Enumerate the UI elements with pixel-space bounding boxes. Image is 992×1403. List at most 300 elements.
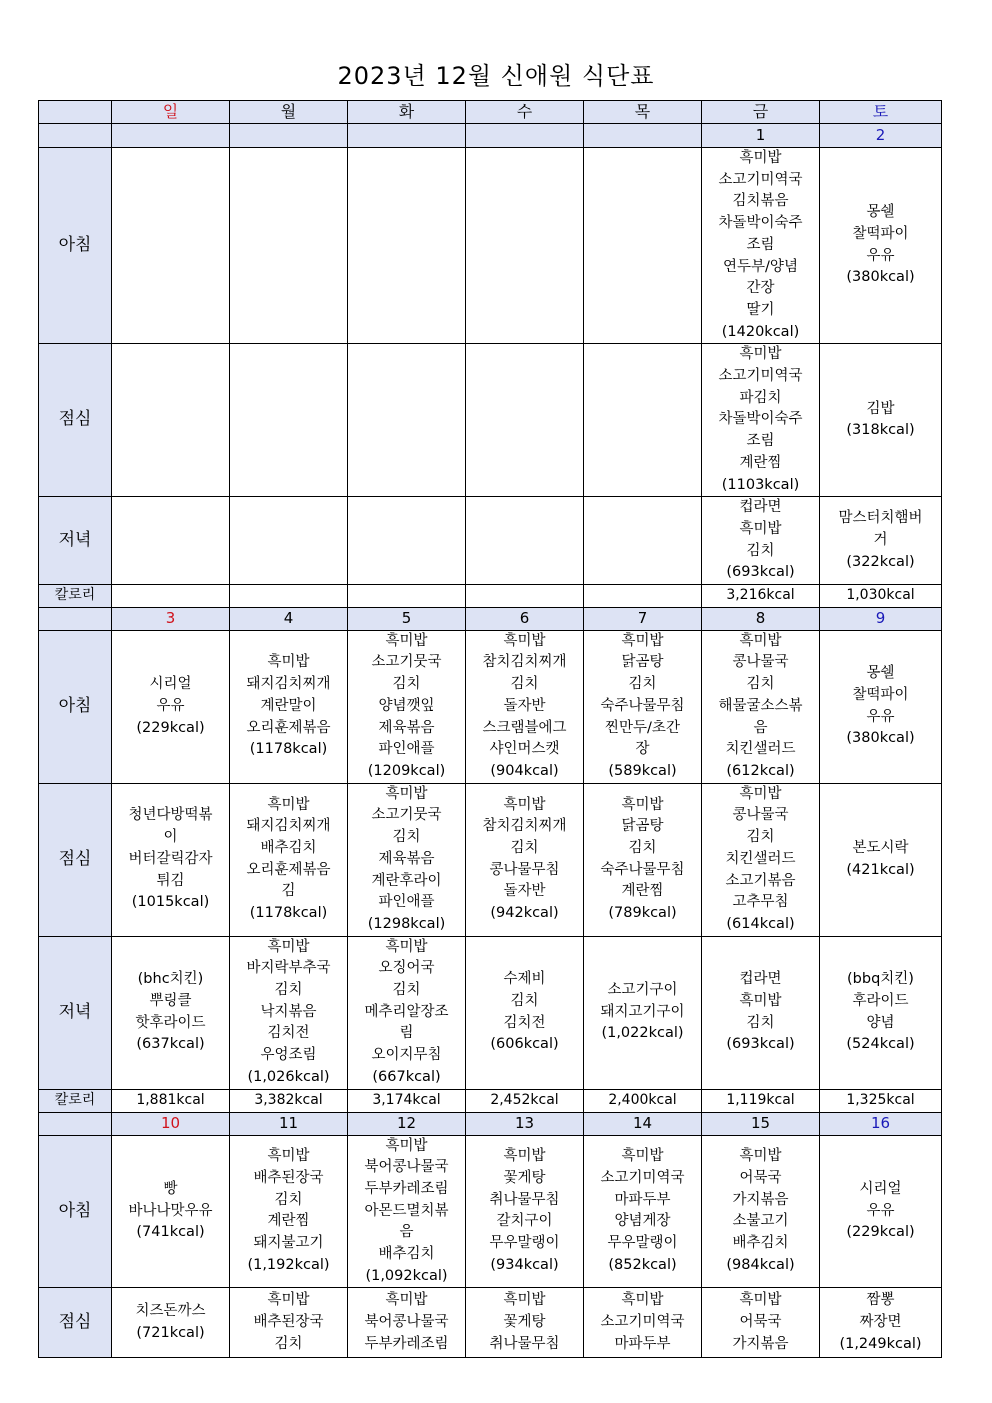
menu-items	[820, 202, 941, 289]
menu-item: (322kcal)	[846, 553, 915, 570]
lunch-cell	[466, 344, 584, 497]
menu-item: 핫후라이드	[135, 1014, 206, 1031]
date-cell: 8	[702, 607, 820, 630]
breakfast-cell	[112, 1135, 230, 1288]
menu-item: (bhc치킨)	[137, 971, 204, 988]
lunch-cell	[702, 783, 820, 936]
menu-item: 김치	[746, 542, 775, 559]
menu-item: 치킨샐러드	[725, 741, 796, 758]
menu-item: (1,022kcal)	[601, 1025, 684, 1042]
menu-item: 돼지김치찌개	[246, 818, 331, 835]
date-cell: 9	[820, 607, 942, 630]
menu-item: 음	[399, 1224, 414, 1241]
calorie-total	[112, 585, 230, 608]
menu-item: 치즈돈까스	[135, 1303, 206, 1320]
breakfast-row	[39, 630, 942, 783]
breakfast-cell	[820, 1135, 942, 1288]
menu-item: 파김치	[739, 389, 782, 406]
menu-items	[230, 1290, 347, 1355]
menu-item: 청년다방떡볶	[128, 807, 213, 824]
menu-item: (942kcal)	[490, 905, 559, 922]
breakfast-cell	[702, 630, 820, 783]
menu-item: 배추김치	[260, 839, 317, 856]
dinner-cell	[230, 936, 348, 1089]
date-row	[39, 1112, 942, 1135]
menu-item: 오리훈제볶음	[246, 861, 331, 878]
lunch-cell	[112, 344, 230, 497]
menu-item: 돌자반	[503, 697, 546, 714]
menu-item: 김치	[746, 676, 775, 693]
lunch-cell	[820, 783, 942, 936]
menu-item: 마파두부	[614, 1191, 671, 1208]
calories-label: 칼로리	[39, 585, 112, 608]
menu-item: 콩나물국	[732, 654, 789, 671]
menu-item: 맘스터치햄버	[838, 510, 923, 527]
menu-item: (637kcal)	[136, 1036, 205, 1053]
menu-item: 흑미밥	[267, 796, 310, 813]
menu-items	[820, 399, 941, 442]
menu-item: 김치	[392, 982, 421, 999]
menu-items	[230, 937, 347, 1089]
menu-item: 양념게장	[614, 1213, 671, 1230]
menu-item: 튀김	[156, 872, 185, 889]
menu-item: (1178kcal)	[249, 741, 328, 758]
lunch-cell	[584, 344, 702, 497]
menu-item: 소불고기	[732, 1213, 789, 1230]
dinner-cell	[702, 936, 820, 1089]
menu-item: (614kcal)	[726, 915, 795, 932]
menu-item: 찰떡파이	[852, 225, 909, 242]
menu-items	[348, 631, 465, 783]
lunch-cell	[112, 1288, 230, 1358]
calorie-total	[230, 585, 348, 608]
menu-item: 취나물무침	[489, 1191, 560, 1208]
menu-items	[230, 795, 347, 925]
menu-items	[348, 1290, 465, 1355]
breakfast-cell	[348, 1135, 466, 1288]
menu-item: 콩나물국	[732, 807, 789, 824]
menu-items	[230, 1146, 347, 1276]
menu-item: 김치	[510, 992, 539, 1009]
lunch-row	[39, 344, 942, 497]
menu-item: (1015kcal)	[131, 894, 210, 911]
menu-item: 김치	[274, 1335, 303, 1352]
menu-item: 돼지고기구이	[600, 1003, 685, 1020]
menu-items	[820, 1179, 941, 1244]
dinner-label: 저녁	[39, 497, 112, 585]
menu-items	[820, 663, 941, 750]
calorie-total: 1,119kcal	[702, 1089, 820, 1112]
menu-items	[466, 1146, 583, 1276]
menu-item: (1178kcal)	[249, 905, 328, 922]
date-row	[39, 124, 942, 148]
menu-items	[112, 1301, 229, 1344]
day-header-row	[39, 101, 942, 124]
menu-items	[702, 969, 819, 1056]
breakfast-cell	[820, 630, 942, 783]
menu-items	[584, 795, 701, 925]
menu-item: 짬뽕	[866, 1292, 895, 1309]
menu-item: 흑미밥	[621, 632, 664, 649]
breakfast-label: 아침	[39, 1135, 112, 1288]
menu-item: (229kcal)	[136, 719, 205, 736]
menu-item: 돼지불고기	[253, 1235, 324, 1252]
menu-item: 김치	[628, 676, 657, 693]
menu-item: 고추무침	[732, 894, 789, 911]
menu-item: 조림	[746, 236, 775, 253]
menu-items	[112, 1179, 229, 1244]
menu-item: 김치	[392, 829, 421, 846]
menu-item: (bbq치킨)	[847, 971, 914, 988]
menu-item: (380kcal)	[846, 269, 915, 286]
menu-item: 차돌박이숙주	[718, 215, 803, 232]
menu-item: 연두부/양념	[723, 258, 798, 275]
menu-items	[702, 1290, 819, 1355]
lunch-cell	[466, 1288, 584, 1358]
breakfast-cell	[230, 148, 348, 344]
menu-item: 김치볶음	[732, 193, 789, 210]
date-cell: 4	[230, 607, 348, 630]
date-cell	[230, 124, 348, 148]
menu-item: 컵라면	[739, 499, 782, 516]
menu-item: 제육볶음	[378, 719, 435, 736]
dinner-row	[39, 936, 942, 1089]
menu-item: (606kcal)	[490, 1036, 559, 1053]
date-cell: 11	[230, 1112, 348, 1135]
menu-item: (1103kcal)	[721, 476, 800, 493]
menu-item: (741kcal)	[136, 1224, 205, 1241]
menu-item: 버터갈릭감자	[128, 850, 213, 867]
menu-item: 김치전	[267, 1025, 310, 1042]
lunch-cell	[702, 1288, 820, 1358]
date-cell: 13	[466, 1112, 584, 1135]
menu-item: 흑미밥	[503, 632, 546, 649]
dinner-cell	[702, 497, 820, 585]
menu-item: 흑미밥	[739, 1292, 782, 1309]
menu-item: (1,192kcal)	[247, 1256, 330, 1273]
day-header: 수	[466, 101, 584, 124]
menu-item: 오징어국	[378, 960, 435, 977]
menu-item: 스크램블에그	[482, 719, 567, 736]
menu-item: 배추김치	[378, 1246, 435, 1263]
date-cell: 15	[702, 1112, 820, 1135]
menu-items	[584, 1290, 701, 1355]
menu-item: 차돌박이숙주	[718, 411, 803, 428]
menu-item: 바나나맛우유	[128, 1202, 213, 1219]
breakfast-cell	[466, 1135, 584, 1288]
menu-item: 무우말랭이	[607, 1235, 678, 1252]
menu-items	[820, 1290, 941, 1355]
menu-item: 닭곰탕	[621, 818, 664, 835]
date-cell: 16	[820, 1112, 942, 1135]
menu-item: 배추된장국	[253, 1170, 324, 1187]
lunch-cell	[230, 783, 348, 936]
menu-item: 흑미밥	[739, 785, 782, 802]
menu-item: 소고기구이	[607, 982, 678, 999]
menu-item: (1298kcal)	[367, 915, 446, 932]
breakfast-label: 아침	[39, 630, 112, 783]
lunch-row	[39, 1288, 942, 1358]
menu-item: 흑미밥	[503, 796, 546, 813]
menu-item: 소고기미역국	[600, 1314, 685, 1331]
menu-item: 흑미밥	[385, 938, 428, 955]
calorie-total	[466, 585, 584, 608]
menu-item: 수제비	[503, 971, 546, 988]
menu-item: 딸기	[746, 301, 775, 318]
menu-items	[702, 344, 819, 496]
date-cell: 3	[112, 607, 230, 630]
dinner-cell	[112, 936, 230, 1089]
menu-item: 취나물무침	[489, 1335, 560, 1352]
menu-items	[348, 784, 465, 936]
menu-item: 파인애플	[378, 741, 435, 758]
menu-item: 가지볶음	[732, 1191, 789, 1208]
menu-item: 어묵국	[739, 1314, 782, 1331]
menu-items	[348, 1136, 465, 1288]
dinner-cell	[584, 497, 702, 585]
dinner-cell	[348, 936, 466, 1089]
menu-item: 흑미밥	[385, 785, 428, 802]
menu-item: (721kcal)	[136, 1324, 205, 1341]
calories-row	[39, 585, 942, 608]
menu-item: 김치	[510, 676, 539, 693]
menu-item: 메추리알장조	[364, 1003, 449, 1020]
menu-item: 김	[281, 883, 296, 900]
menu-item: 콩나물무침	[489, 861, 560, 878]
calorie-total: 1,325kcal	[820, 1089, 942, 1112]
calorie-total: 3,216kcal	[702, 585, 820, 608]
date-cell: 10	[112, 1112, 230, 1135]
dinner-cell	[820, 936, 942, 1089]
date-cell	[348, 124, 466, 148]
day-header: 토	[820, 101, 942, 124]
menu-item: (667kcal)	[372, 1068, 441, 1085]
menu-item: 계란찜	[621, 883, 664, 900]
menu-item: 소고기볶음	[725, 872, 796, 889]
menu-item: 흑미밥	[621, 796, 664, 813]
menu-item: 흑미밥	[267, 938, 310, 955]
dinner-cell	[820, 497, 942, 585]
menu-item: (318kcal)	[846, 422, 915, 439]
menu-item: 흑미밥	[739, 992, 782, 1009]
menu-item: 흑미밥	[739, 632, 782, 649]
menu-item: 계란찜	[739, 454, 782, 471]
menu-item: 소고기뭇국	[371, 807, 442, 824]
dinner-label: 저녁	[39, 936, 112, 1089]
menu-item: (852kcal)	[608, 1256, 677, 1273]
menu-item: 소고기뭇국	[371, 654, 442, 671]
menu-items	[584, 631, 701, 783]
menu-item: 우유	[866, 708, 895, 725]
breakfast-cell	[230, 630, 348, 783]
dinner-cell	[466, 497, 584, 585]
menu-items	[584, 980, 701, 1045]
menu-item: 흑미밥	[267, 654, 310, 671]
menu-item: 흑미밥	[267, 1148, 310, 1165]
menu-item: 빵	[163, 1180, 178, 1197]
day-header: 일	[112, 101, 230, 124]
menu-item: 김치	[746, 829, 775, 846]
menu-item: 찰떡파이	[852, 687, 909, 704]
menu-item: 마파두부	[614, 1335, 671, 1352]
lunch-cell	[348, 344, 466, 497]
menu-item: 김치	[274, 982, 303, 999]
menu-item: 뿌링클	[149, 992, 192, 1009]
menu-item: (789kcal)	[608, 905, 677, 922]
day-header: 화	[348, 101, 466, 124]
menu-items	[112, 969, 229, 1056]
menu-item: 김치	[746, 1014, 775, 1031]
menu-item: 꽃게탕	[503, 1170, 546, 1187]
calorie-total: 3,174kcal	[348, 1089, 466, 1112]
meal-plan-table	[38, 100, 942, 1358]
menu-items	[702, 497, 819, 584]
menu-item: (380kcal)	[846, 730, 915, 747]
date-cell	[466, 124, 584, 148]
menu-items	[820, 838, 941, 881]
menu-item: 계란찜	[267, 1213, 310, 1230]
menu-item: 배추김치	[732, 1235, 789, 1252]
menu-item: 김치	[628, 839, 657, 856]
day-header: 목	[584, 101, 702, 124]
menu-item: 제육볶음	[378, 850, 435, 867]
menu-item: (1,026kcal)	[247, 1068, 330, 1085]
menu-item: 김밥	[866, 400, 895, 417]
menu-item: (1420kcal)	[721, 323, 800, 340]
menu-items	[348, 937, 465, 1089]
breakfast-cell	[230, 1135, 348, 1288]
menu-item: 김치	[392, 676, 421, 693]
menu-item: 두부카레조림	[364, 1335, 449, 1352]
menu-items	[702, 148, 819, 343]
menu-item: 이	[163, 829, 178, 846]
menu-item: 김치	[274, 1191, 303, 1208]
dinner-cell	[466, 936, 584, 1089]
page-title: 2023년 12월 신애원 식단표	[337, 62, 655, 90]
breakfast-cell	[702, 1135, 820, 1288]
lunch-cell	[348, 1288, 466, 1358]
menu-item: 숙주나물무침	[600, 861, 685, 878]
menu-items	[820, 969, 941, 1056]
menu-item: 몽쉘	[866, 204, 895, 221]
menu-items	[820, 508, 941, 573]
menu-item: 김치전	[503, 1014, 546, 1031]
menu-item: 흑미밥	[621, 1292, 664, 1309]
menu-item: 흑미밥	[621, 1148, 664, 1165]
lunch-cell	[584, 783, 702, 936]
menu-item: 우유	[866, 247, 895, 264]
menu-item: 흑미밥	[503, 1148, 546, 1165]
menu-item: 북어콩나물국	[364, 1314, 449, 1331]
breakfast-cell	[466, 148, 584, 344]
menu-item: 양념	[866, 1014, 895, 1031]
menu-item: (1,092kcal)	[365, 1267, 448, 1284]
menu-item: 음	[753, 719, 768, 736]
menu-item: 소고기미역국	[600, 1170, 685, 1187]
menu-item: 계란말이	[260, 697, 317, 714]
lunch-row	[39, 783, 942, 936]
menu-item: 해물굴소스볶	[718, 697, 803, 714]
menu-items	[466, 1290, 583, 1355]
breakfast-label: 아침	[39, 148, 112, 344]
date-cell: 12	[348, 1112, 466, 1135]
menu-item: 양념깻잎	[378, 697, 435, 714]
dinner-cell	[348, 497, 466, 585]
menu-item: 본도시락	[852, 839, 909, 856]
menu-item: 시리얼	[859, 1180, 902, 1197]
calorie-total: 1,881kcal	[112, 1089, 230, 1112]
menu-item: 흑미밥	[267, 1292, 310, 1309]
menu-item: 가지볶음	[732, 1335, 789, 1352]
breakfast-cell	[112, 630, 230, 783]
menu-item: 흑미밥	[385, 1137, 428, 1154]
lunch-label: 점심	[39, 783, 112, 936]
breakfast-row	[39, 148, 942, 344]
menu-item: 우유	[866, 1202, 895, 1219]
lunch-label: 점심	[39, 1288, 112, 1358]
menu-item: 림	[399, 1025, 414, 1042]
breakfast-cell	[348, 630, 466, 783]
menu-item: 흑미밥	[739, 150, 782, 166]
menu-item: (1,249kcal)	[839, 1335, 922, 1352]
menu-item: 거	[873, 531, 888, 548]
menu-item: (693kcal)	[726, 564, 795, 581]
menu-items	[702, 784, 819, 936]
breakfast-cell	[112, 148, 230, 344]
menu-item: (1209kcal)	[367, 762, 446, 779]
menu-item: 흑미밥	[503, 1292, 546, 1309]
menu-items	[230, 652, 347, 761]
menu-item: (421kcal)	[846, 861, 915, 878]
breakfast-row	[39, 1135, 942, 1288]
calorie-total	[584, 585, 702, 608]
lunch-cell	[230, 1288, 348, 1358]
lunch-cell	[466, 783, 584, 936]
menu-item: 파인애플	[378, 894, 435, 911]
breakfast-cell	[584, 148, 702, 344]
menu-item: 흑미밥	[739, 520, 782, 537]
menu-items	[702, 1146, 819, 1276]
breakfast-cell	[702, 148, 820, 344]
dinner-row	[39, 497, 942, 585]
lunch-cell	[348, 783, 466, 936]
menu-item: 소고기미역국	[718, 368, 803, 385]
menu-items	[584, 1146, 701, 1276]
menu-items	[466, 631, 583, 783]
breakfast-cell	[584, 1135, 702, 1288]
calorie-total: 2,452kcal	[466, 1089, 584, 1112]
menu-item: (934kcal)	[490, 1256, 559, 1273]
menu-item: (524kcal)	[846, 1036, 915, 1053]
dinner-cell	[112, 497, 230, 585]
menu-item: (904kcal)	[490, 762, 559, 779]
menu-item: 소고기미역국	[718, 171, 803, 188]
menu-item: 낙지볶음	[260, 1003, 317, 1020]
menu-item: 흑미밥	[739, 346, 782, 363]
menu-item: 두부카레조림	[364, 1180, 449, 1197]
lunch-label: 점심	[39, 344, 112, 497]
menu-item: 샤인머스캣	[489, 741, 560, 758]
lunch-cell	[584, 1288, 702, 1358]
menu-item: 김치	[510, 839, 539, 856]
breakfast-cell	[348, 148, 466, 344]
menu-item: 몽쉘	[866, 665, 895, 682]
menu-item: 어묵국	[739, 1170, 782, 1187]
breakfast-cell	[820, 148, 942, 344]
menu-item: 바지락부추국	[246, 960, 331, 977]
breakfast-cell	[466, 630, 584, 783]
menu-item: 간장	[746, 280, 775, 297]
